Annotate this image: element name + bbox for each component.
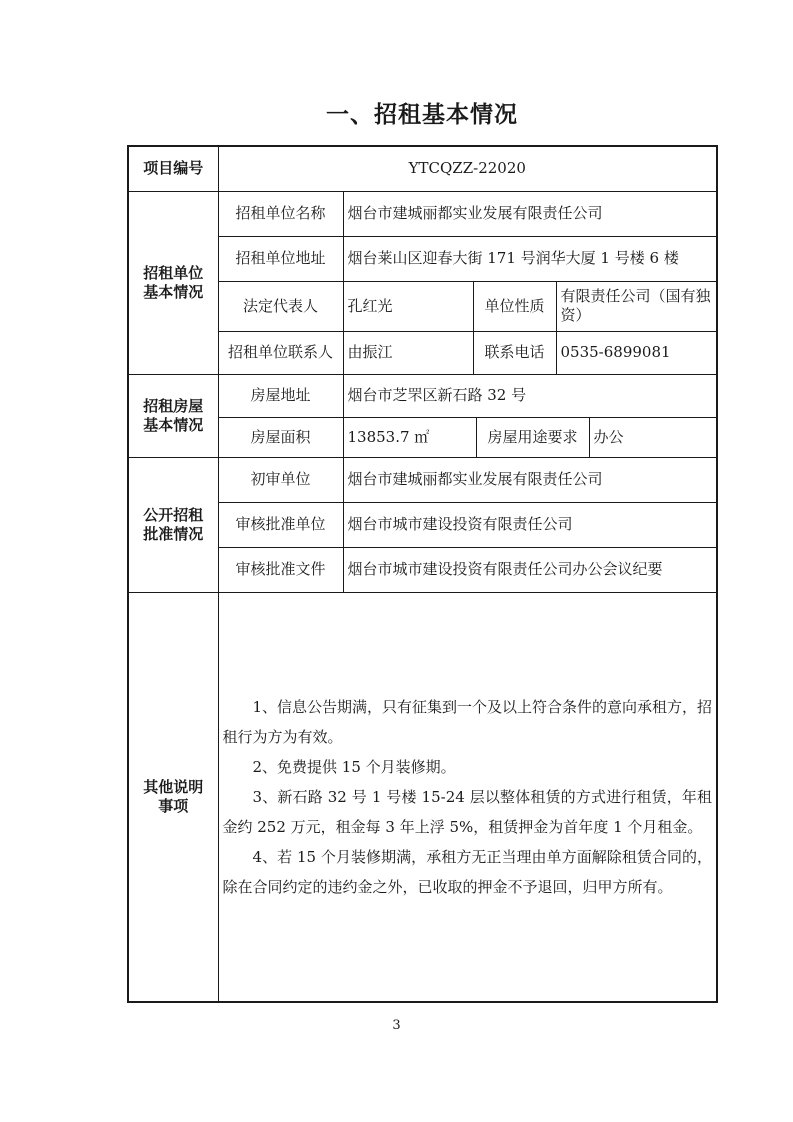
table-row-org-name [128, 191, 717, 236]
page-number: 3 [392, 1018, 401, 1033]
review-doc-label: 审核批准文件 [218, 547, 343, 592]
unit-nature-label: 单位性质 [473, 281, 556, 331]
house-address-label: 房屋地址 [218, 374, 343, 417]
project-number-value: YTCQZZ-22020 [218, 146, 717, 191]
project-number-label: 项目编号 [128, 146, 218, 191]
house-usage-value: 办公 [589, 417, 717, 457]
table-row-notes [128, 592, 717, 1002]
contact-person-label: 招租单位联系人 [218, 331, 343, 374]
initial-review-value: 烟台市建城丽都实业发展有限责任公司 [343, 457, 717, 502]
unit-nature-value: 有限责任公司（国有独资） [556, 281, 717, 331]
review-unit-value: 烟台市城市建设投资有限责任公司 [343, 502, 717, 547]
notes-content [218, 592, 717, 1002]
approval-section-header: 公开招租批准情况 [128, 457, 218, 592]
notes-section-header: 其他说明事项 [128, 592, 218, 1002]
note-paragraph-1: 1、信息公告期满，只有征集到一个及以上符合条件的意向承租方，招租行为方为有效。 [222, 697, 713, 746]
legal-rep-value: 孔红光 [343, 281, 473, 331]
org-name-value: 烟台市建城丽都实业发展有限责任公司 [343, 191, 717, 236]
contact-phone-label: 联系电话 [473, 331, 556, 374]
table-row-initial-review [128, 457, 717, 502]
house-area-label: 房屋面积 [218, 417, 343, 457]
page-title: 一、招租基本情况 [326, 101, 518, 128]
table-row-house-address [128, 374, 717, 417]
org-address-label: 招租单位地址 [218, 236, 343, 281]
house-address-value: 烟台市芝罘区新石路 32 号 [343, 374, 717, 417]
review-unit-label: 审核批准单位 [218, 502, 343, 547]
house-area-value: 13853.7 ㎡ [343, 417, 476, 457]
legal-rep-label: 法定代表人 [218, 281, 343, 331]
org-name-label: 招租单位名称 [218, 191, 343, 236]
rental-info-table [127, 145, 718, 1003]
contact-person-value: 由振江 [343, 331, 473, 374]
house-usage-label: 房屋用途要求 [476, 417, 589, 457]
review-doc-value: 烟台市城市建设投资有限责任公司办公会议纪要 [343, 547, 717, 592]
note-paragraph-3: 3、新石路 32 号 1 号楼 15-24 层以整体租赁的方式进行租赁，年租金约 252 万元，租金每 3 年上浮 5%，租赁押金为首年度 1 个月租金。 [222, 787, 713, 836]
note-paragraph-2: 2、免费提供 15 个月装修期。 [252, 757, 456, 776]
org-address-value: 烟台莱山区迎春大街 171 号润华大厦 1 号楼 6 楼 [343, 236, 717, 281]
initial-review-label: 初审单位 [218, 457, 343, 502]
document-content [127, 0, 717, 1003]
house-section-header: 招租房屋基本情况 [128, 374, 218, 457]
note-paragraph-4: 4、若 15 个月装修期满，承租方无正当理由单方面解除租赁合同的，除在合同约定的违约金之外，已收取的押金不予退回，归甲方所有。 [222, 847, 713, 896]
contact-phone-value: 0535-6899081 [556, 331, 717, 374]
table-row-project [128, 146, 717, 191]
org-section-header: 招租单位基本情况 [128, 191, 218, 374]
